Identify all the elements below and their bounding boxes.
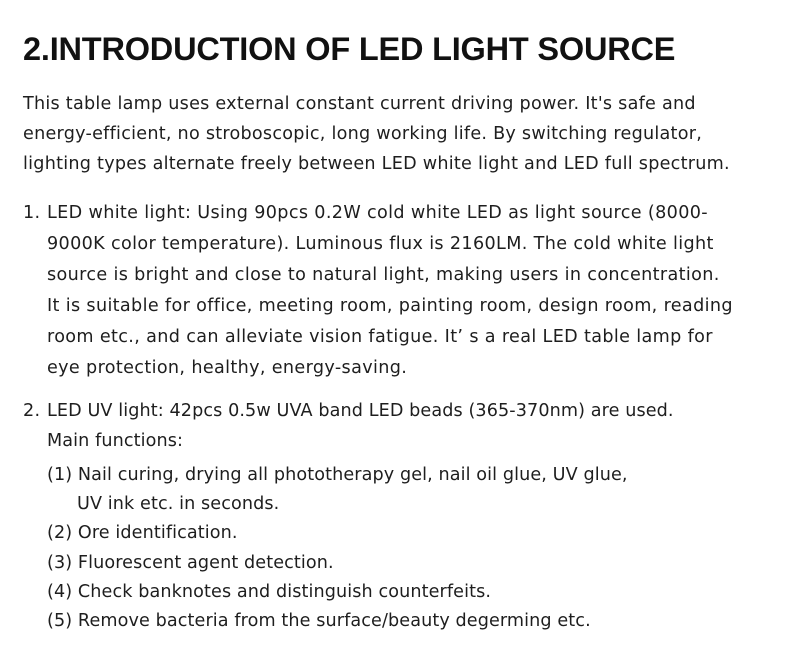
page-title: 2.INTRODUCTION OF LED LIGHT SOURCE	[23, 31, 676, 67]
function-item: (4) Check banknotes and distinguish counterfeits.	[47, 582, 492, 602]
list-item-line: eye protection, healthy, energy-saving.	[47, 358, 408, 378]
list-item-line: LED white light: Using 90pcs 0.2W cold white LED as light source (8000-	[47, 203, 708, 223]
list-item-number: 1.	[23, 203, 41, 223]
list-item-line: It is suitable for office, meeting room, painting room, design room, reading	[47, 296, 733, 316]
list-item-line: Main functions:	[47, 431, 184, 451]
list-item-line: room etc., and can alleviate vision fatigue. It’ s a real LED table lamp for	[47, 327, 713, 347]
function-item: (2) Ore identification.	[47, 523, 238, 543]
intro-line: This table lamp uses external constant current driving power. It's safe and	[23, 94, 696, 114]
list-item-line: 9000K color temperature). Luminous flux is 2160LM. The cold white light	[47, 234, 714, 254]
list-item-number: 2.	[23, 401, 41, 421]
list-item-line: LED UV light: 42pcs 0.5w UVA band LED beads (365-370nm) are used.	[47, 401, 674, 421]
intro-line: lighting types alternate freely between LED white light and LED full spectrum.	[23, 154, 730, 174]
function-item-continuation: UV ink etc. in seconds.	[77, 494, 280, 514]
function-item: (5) Remove bacteria from the surface/beauty degerming etc.	[47, 611, 591, 631]
intro-line: energy-efficient, no stroboscopic, long working life. By switching regulator,	[23, 124, 703, 144]
list-item-line: source is bright and close to natural light, making users in concentration.	[47, 265, 720, 285]
function-item: (3) Fluorescent agent detection.	[47, 553, 334, 573]
function-item: (1) Nail curing, drying all phototherapy gel, nail oil glue, UV glue,	[47, 465, 628, 485]
